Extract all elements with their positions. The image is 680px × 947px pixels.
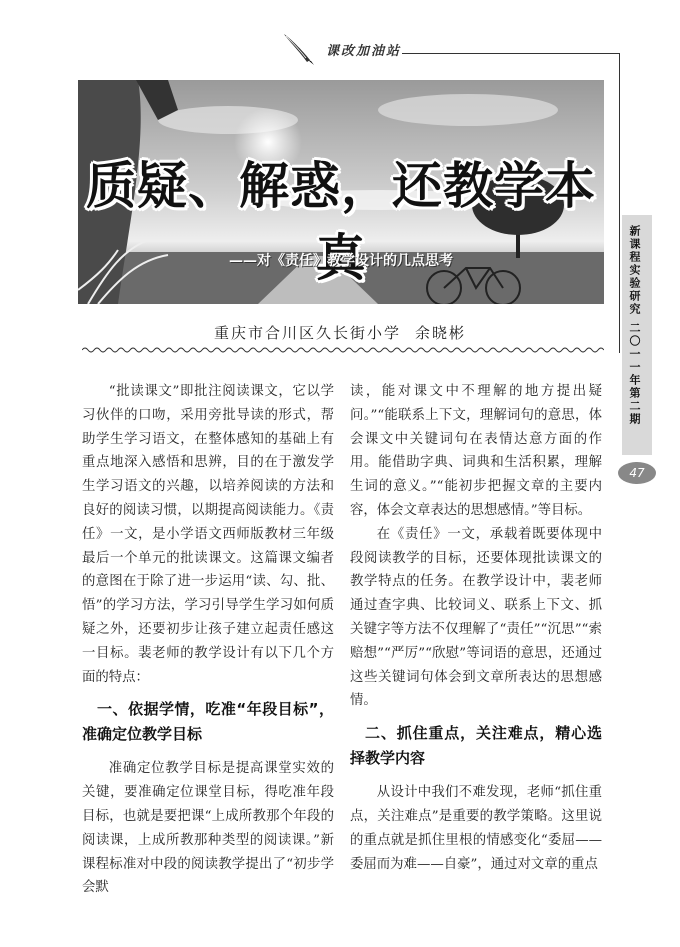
author-name: 余晓彬 <box>415 324 467 342</box>
paragraph: “批读课文”即批注阅读课文，它以学习伙伴的口吻，采用旁批导读的形式，帮助学生学习语文，在整体感知的基础上有重点地深入感悟和思辨，目的在于激发学生学习语文的兴趣，以培养阅读的方法和良好的阅读习惯，以期提高阅读能力。《责任》一文，是小学语文西师版教材三年级最后一个单元的批读课文。这篇课文编者的意图在于除了进一步运用“读、勾、批、悟”的学习方法，学习引导学生学习如何质疑之外，还要初步让孩子建立起责任感这一目标。裴老师的教学设计有以下几个方面的特点： <box>82 384 334 685</box>
paragraph: 在《责任》一文，承载着既要体现中段阅读教学的目标，还要体现批读课文的教学特点的任务。在教学设计中，裴老师通过查字典、比较词义、联系上下文、抓关键字等方法不仅理解了“责任”“沉思”“索赔想”“严厉”“欣慰”等词语的意思，还通过这些关键词句体会到文章所表达的思想感情。 <box>350 526 602 709</box>
author-school: 重庆市合川区久长街小学 <box>213 324 401 342</box>
page-number: 47 <box>618 462 656 484</box>
article-title: 质疑、解惑，还教学本真 <box>86 157 596 287</box>
header-rule <box>402 53 620 54</box>
right-column <box>350 380 602 876</box>
paragraph: 从设计中我们不难发现，老师“抓住重点，关注难点”是重要的教学策略。这里说的重点就是抓住里根的情感变化“委屈——委屈而为难——自豪”，通过对文章的重点 <box>350 785 602 872</box>
banner-image <box>78 80 604 304</box>
left-column <box>82 380 334 900</box>
paragraph: 读，能对课文中不理解的地方提出疑问。”“能联系上下文，理解词句的意思，体会课文中关键词句在表情达意方面的作用。能借助字典、词典和生活积累，理解生词的意义。”“能初步把握文章的主要内容，体会文章表达的思想感情。”等目标。 <box>350 384 602 518</box>
issue-label: 二〇一一年第二期 <box>628 322 641 426</box>
article-subtitle: ——对《责任》教学设计的几点思考 <box>229 253 453 269</box>
section-heading: 一、依据学情，吃准“年段目标”，准确定位教学目标 <box>82 700 334 744</box>
wavy-divider <box>82 346 604 354</box>
paragraph: 准确定位教学目标是提高课堂实效的关键，要准确定位课堂目标，得吃准年段目标，也就是要把课“上成所教那个年段的阅读课，上成所教那种类型的阅读课。”新课程标准对中段的阅读教学提出了“初步学会默 <box>82 761 334 896</box>
column-label: 课改加油站 <box>326 43 402 59</box>
header-rule-vertical <box>619 53 620 353</box>
quill-pen-icon <box>280 32 320 66</box>
column-header <box>280 32 401 66</box>
section-heading: 二、抓住重点，关注难点，精心选择教学内容 <box>350 724 602 768</box>
author-line <box>0 322 680 343</box>
journal-name: 新课程实验研究 <box>628 225 641 316</box>
